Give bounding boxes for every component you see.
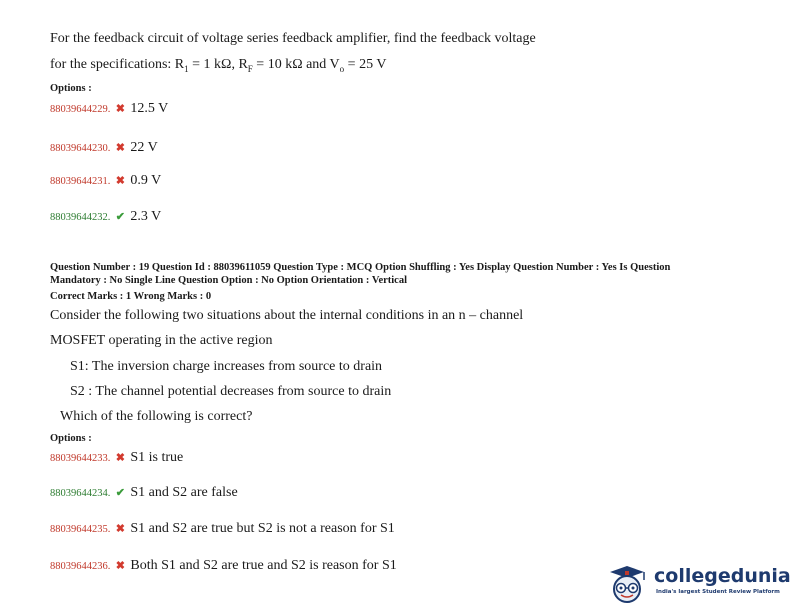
check-icon: ✔ <box>115 487 125 499</box>
cross-icon: ✖ <box>115 452 125 464</box>
question-19-ask: Which of the following is correct? <box>60 409 253 424</box>
cross-icon: ✖ <box>115 142 125 154</box>
question-18-options-label: Options : <box>50 83 92 94</box>
collegedunia-logo <box>604 562 792 606</box>
option-text: 12.5 V <box>130 101 169 116</box>
question-18-option-1[interactable] <box>50 101 168 117</box>
logo-tagline: India's largest Student Review Platform <box>656 589 780 595</box>
option-id: 88039644232. <box>50 212 111 223</box>
question-19-meta-line-1: Question Number : 19 Question Id : 88039611059 Question Type : MCQ Option Shuffling : Yes Display Question Number : Yes Is Question <box>50 262 671 273</box>
option-text: 22 V <box>130 140 158 155</box>
statement-s2: S2 : The channel potential decreases from source to drain <box>70 384 392 399</box>
question-18-option-4[interactable] <box>50 209 161 225</box>
question-19-marks: Correct Marks : 1 Wrong Marks : 0 <box>50 291 212 302</box>
question-19-option-2[interactable] <box>50 485 238 501</box>
option-id: 88039644236. <box>50 561 111 572</box>
rf-subscript: F <box>247 63 253 74</box>
question-18-line-2-text: for the specifications: R <box>50 57 185 72</box>
vo-subscript: o <box>339 63 345 74</box>
cross-icon: ✖ <box>115 523 125 535</box>
logo-wordmark: collegedunia <box>654 565 791 587</box>
question-19-line-2: MOSFET operating in the active region <box>50 333 273 348</box>
statement-s1: S1: The inversion charge increases from source to drain <box>70 359 383 374</box>
question-19-meta-line-2: Mandatory : No Single Line Question Option : No Option Orientation : Vertical <box>50 275 408 286</box>
option-text: S1 is true <box>130 450 184 465</box>
check-icon: ✔ <box>115 211 125 223</box>
rf-value: = 10 kΩ and V <box>252 57 340 72</box>
option-text: 2.3 V <box>130 209 162 224</box>
option-text: S1 and S2 are true but S2 is not a reason for S1 <box>130 521 395 536</box>
option-id: 88039644235. <box>50 524 111 535</box>
cross-icon: ✖ <box>115 175 125 187</box>
question-18-option-3[interactable] <box>50 173 161 189</box>
option-id: 88039644233. <box>50 453 111 464</box>
option-id: 88039644234. <box>50 488 111 499</box>
option-id: 88039644229. <box>50 104 111 115</box>
question-19-option-1[interactable] <box>50 450 183 466</box>
option-text: S1 and S2 are false <box>130 485 238 500</box>
cross-icon: ✖ <box>115 103 125 115</box>
question-18-line-2 <box>50 57 386 74</box>
option-id: 88039644230. <box>50 143 111 154</box>
option-text: Both S1 and S2 are true and S2 is reason for S1 <box>130 558 397 573</box>
option-id: 88039644231. <box>50 176 111 187</box>
cross-icon: ✖ <box>115 560 125 572</box>
question-19-option-4[interactable] <box>50 558 397 574</box>
vo-value: = 25 V <box>344 57 387 72</box>
option-text: 0.9 V <box>130 173 162 188</box>
logo-mascot-icon <box>604 562 650 606</box>
r1-subscript: 1 <box>184 63 189 74</box>
question-19-option-3[interactable] <box>50 521 395 537</box>
question-19-line-1: Consider the following two situations about the internal conditions in an n – channel <box>50 308 524 323</box>
question-18-line-1: For the feedback circuit of voltage series feedback amplifier, find the feedback voltage <box>50 31 536 46</box>
question-18-option-2[interactable] <box>50 140 158 156</box>
question-19-options-label: Options : <box>50 433 92 444</box>
r1-value: = 1 kΩ, R <box>188 57 248 72</box>
